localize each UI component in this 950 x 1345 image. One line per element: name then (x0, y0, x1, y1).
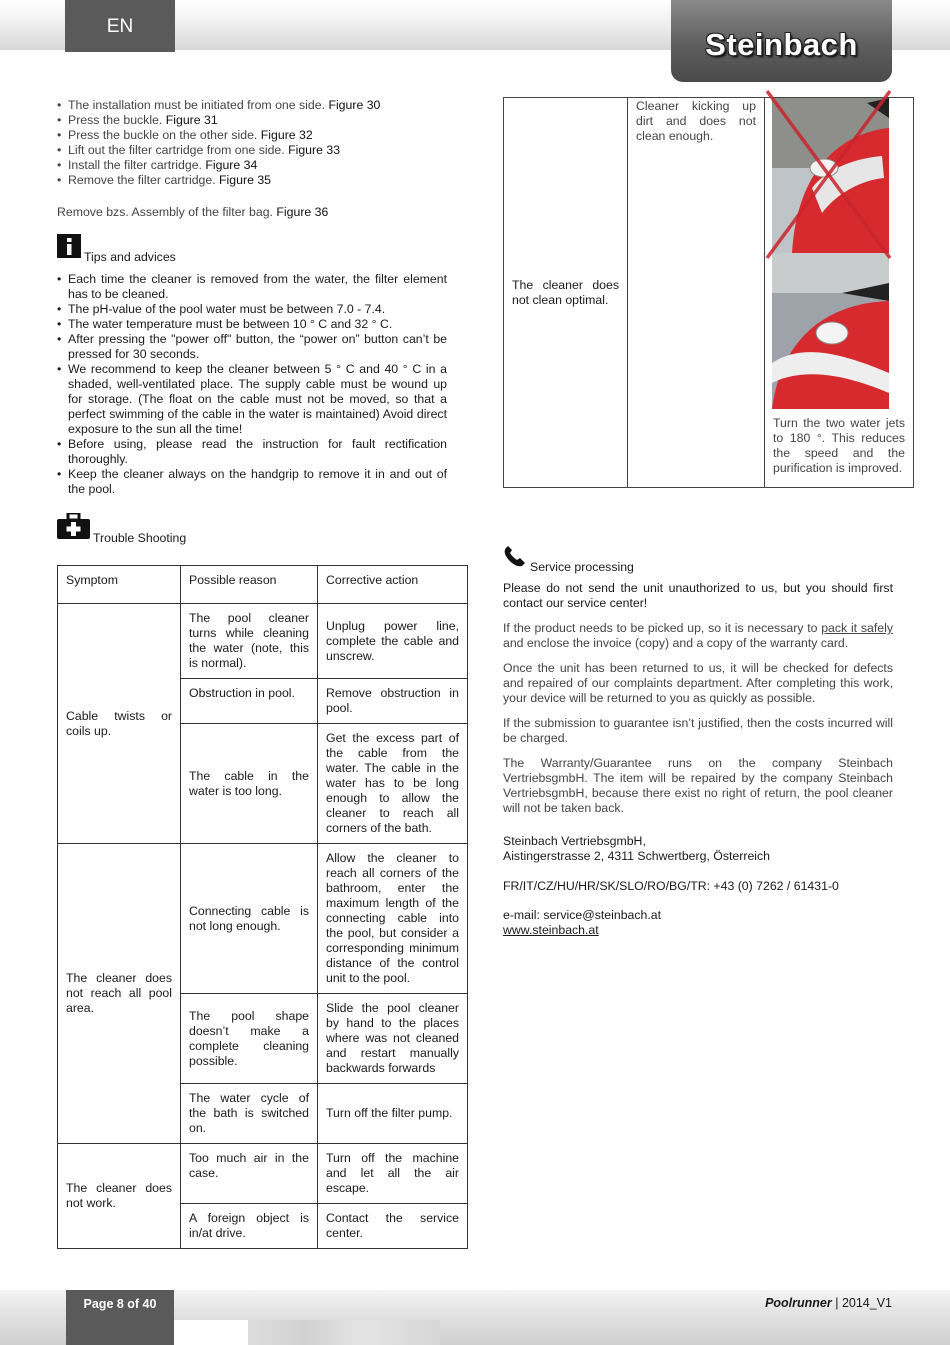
list-item: • After pressing the "power off" button, the “power on” button can’t be pressed for 30 seconds. (57, 332, 447, 362)
reason-cell (628, 98, 765, 488)
action-text: Turn the two water jets to 180 °. This reduces the speed and the purification is improved. (773, 416, 905, 475)
table-header-row (58, 566, 468, 604)
action-cell: Turn off the filter pump. (318, 1084, 468, 1144)
phone-icon (503, 546, 527, 572)
info-icon (57, 234, 81, 262)
service-section (503, 581, 893, 938)
column-header: Symptom (58, 566, 181, 604)
table-row (58, 1144, 468, 1204)
reason-cell: The pool shape doesn’t make a complete cleaning possible. (181, 994, 318, 1084)
service-paragraph: If the submission to guarantee isn’t justified, then the costs incurred will be charged. (503, 716, 893, 745)
company-name: Steinbach VertriebsgmbH, (503, 834, 646, 848)
service-paragraph: The Warranty/Guarantee runs on the company Steinbach VertriebsgmbH. The item will be repaired by the company Steinbach VertriebsgmbH, because there exist no right of return, the pool cleaner will not be taken back. (503, 756, 893, 815)
list-item: • The water temperature must be between 10 ° C and 32 ° C. (57, 317, 447, 332)
reason-text: Cleaner kicking up dirt and does not clean enough. (636, 99, 756, 143)
brand-logo: Steinbach (705, 27, 858, 62)
reason-cell: The water cycle of the bath is switched on. (181, 1084, 318, 1144)
service-title: Service processing (530, 560, 634, 574)
symptom-cell (504, 98, 628, 488)
install-steps-list (57, 98, 457, 188)
action-cell: Remove obstruction in pool. (318, 679, 468, 724)
table-row (58, 604, 468, 679)
brand-tab (671, 0, 892, 82)
first-aid-kit-icon (57, 513, 90, 543)
service-paragraph: If the product needs to be picked up, so it is necessary to pack it safely and enclose the invoice (copy) and a copy of the warranty card. (503, 621, 893, 650)
symptom-cell: The cleaner does not reach all pool area. (58, 844, 181, 1144)
remove-note: Remove bzs. Assembly of the filter bag. Figure 36 (57, 205, 329, 219)
list-item: • Remove the filter cartridge. Figure 35 (57, 173, 457, 188)
action-cell: Contact the service center. (318, 1204, 468, 1249)
page-number: Page 8 of 40 (66, 1290, 174, 1345)
tips-heading (57, 234, 176, 262)
cleaner-photo-right (772, 253, 889, 409)
column-header: Possible reason (181, 566, 318, 604)
column-header: Corrective action (318, 566, 468, 604)
website-link[interactable]: www.steinbach.at (503, 923, 599, 937)
service-paragraph: Please do not send the unit unauthorized to us, but you should first contact our service center! (503, 581, 893, 610)
list-item: • The installation must be initiated from one side. Figure 30 (57, 98, 457, 113)
list-item: • The pH-value of the pool water must be between 7.0 - 7.4. (57, 302, 447, 317)
tips-list (57, 272, 447, 497)
email-address[interactable]: e-mail: service@steinbach.at (503, 908, 662, 922)
cross-mark-icon (764, 88, 894, 262)
list-item: • We recommend to keep the cleaner between 5 ° C and 40 ° C in a shaded, well-ventilated place. The supply cable must be wound up for storage. (The float on the cable must not be moved, so that a perfect swimming of the cable in the water is maintained) Avoid direct exposure to the sun all the time! (57, 362, 447, 437)
symptom-cell: The cleaner does not work. (58, 1144, 181, 1249)
company-address: Aistingerstrasse 2, 4311 Schwertberg, Österreich (503, 849, 771, 863)
list-item: • Press the buckle. Figure 31 (57, 113, 457, 128)
phone-number: FR/IT/CZ/HU/HR/SK/SLO/RO/BG/TR: +43 (0) 7262 / 61431-0 (503, 879, 839, 893)
trouble-heading (57, 513, 186, 543)
tips-title: Tips and advices (84, 250, 176, 264)
action-cell: Unplug power line, complete the cable and unscrew. (318, 604, 468, 679)
reason-cell: Connecting cable is not long enough. (181, 844, 318, 994)
reason-cell: The cable in the water is too long. (181, 724, 318, 844)
symptom-cell: Cable twists or coils up. (58, 604, 181, 844)
trouble-title: Trouble Shooting (93, 531, 187, 545)
action-cell: Turn off the machine and let all the air escape. (318, 1144, 468, 1204)
reason-cell: Too much air in the case. (181, 1144, 318, 1204)
product-name: Poolrunner (765, 1296, 832, 1310)
version-label: | 2014_V1 (835, 1296, 892, 1310)
footer-product (765, 1296, 892, 1311)
service-heading (503, 546, 634, 572)
symptom-text: The cleaner does not clean optimal. (512, 277, 619, 307)
language-tab[interactable]: EN (65, 0, 175, 52)
reason-cell: The pool cleaner turns while cleaning the water (note, this is normal). (181, 604, 318, 679)
service-paragraph: Once the unit has been returned to us, it will be checked for defects and repaired of our complaints department. After completing this work, your device will be returned to you as quickly as possible. (503, 661, 893, 705)
list-item: • Each time the cleaner is removed from the water, the filter element has to be cleaned. (57, 272, 447, 302)
action-cell: Allow the cleaner to reach all corners of the bathroom, enter the maximum length of the connecting cable into the pool, but consider a corresponding minimum distance of the control unit to the pool. (318, 844, 468, 994)
trouble-table (57, 565, 468, 1249)
table-row (58, 844, 468, 994)
action-cell: Slide the pool cleaner by hand to the places where was not cleaned and restart manually backwards forwards (318, 994, 468, 1084)
reason-cell: Obstruction in pool. (181, 679, 318, 724)
list-item: • Lift out the filter cartridge from one side. Figure 33 (57, 143, 457, 158)
list-item: • Before using, please read the instruction for fault rectification thoroughly. (57, 437, 447, 467)
action-cell: Get the excess part of the cable from the water. The cable in the water has to be long enough to allow the cleaner to reach all corners of the bath. (318, 724, 468, 844)
footer-decoration (248, 1320, 440, 1345)
list-item: • Install the filter cartridge. Figure 34 (57, 158, 457, 173)
list-item: • Press the buckle on the other side. Figure 32 (57, 128, 457, 143)
pack-safely-link: pack it safely (821, 621, 893, 635)
reason-cell: A foreign object is in/at drive. (181, 1204, 318, 1249)
list-item: • Keep the cleaner always on the handgrip to remove it in and out of the pool. (57, 467, 447, 497)
